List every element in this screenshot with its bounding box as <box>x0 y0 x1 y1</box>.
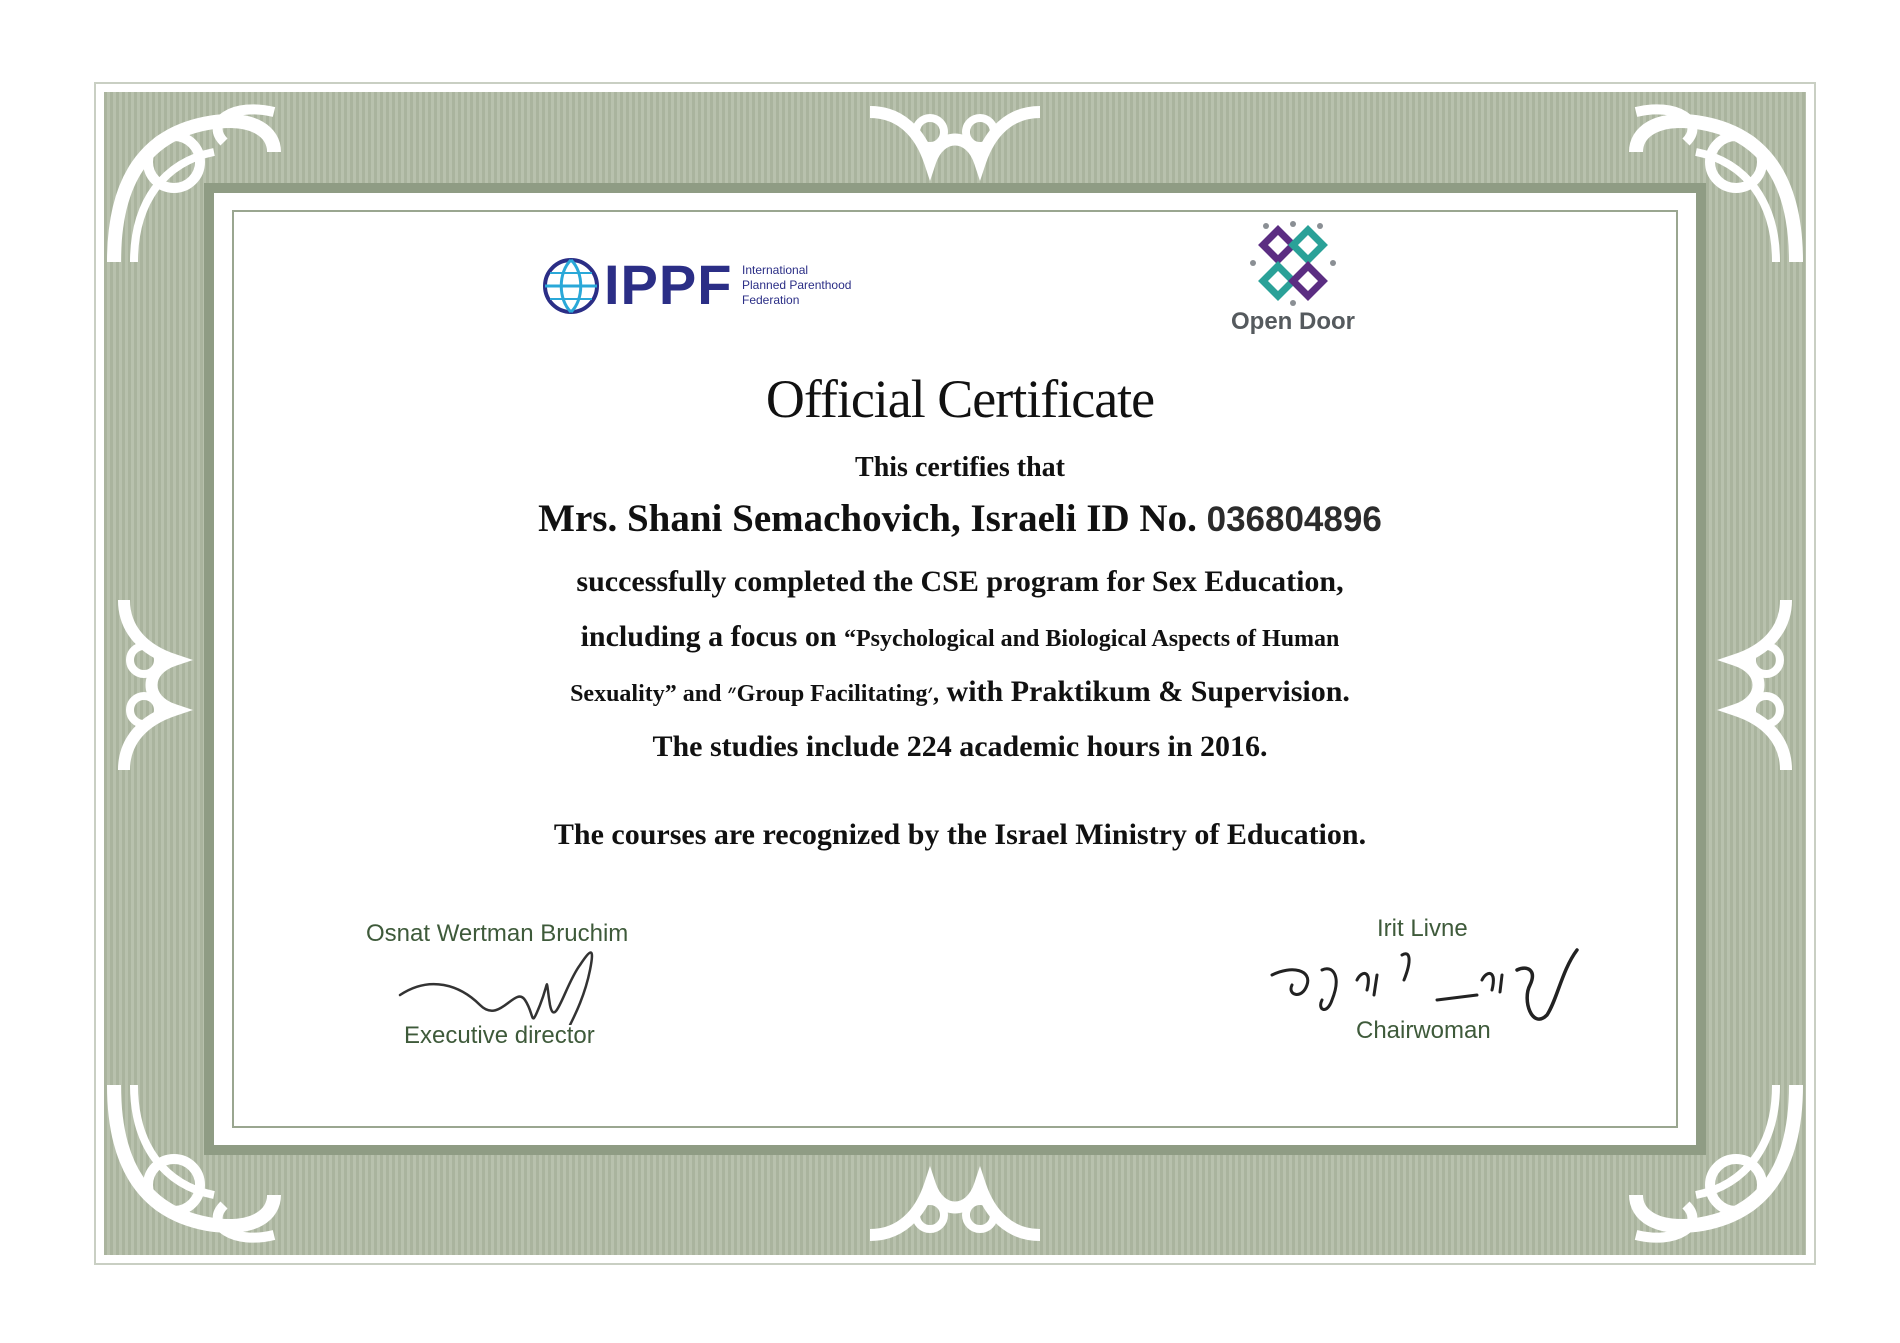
ornament-bottom-center <box>870 1165 1040 1255</box>
recipient-name: Mrs. Shani Semachovich, Israeli ID No. <box>538 497 1197 540</box>
ornament-left-center <box>104 600 194 770</box>
open-door-wordmark: Open Door <box>1231 308 1355 335</box>
open-door-logo <box>1218 220 1368 340</box>
recognition-line: The courses are recognized by the Israel Ministry of Education. <box>553 818 1367 851</box>
topics-line <box>420 672 1500 714</box>
recipient-line <box>420 494 1500 545</box>
recipient-id-number: 036804896 <box>1206 500 1382 539</box>
left-signatory-name: Osnat Wertman Bruchim <box>366 920 629 947</box>
focus-line-intro: including a focus on <box>580 620 845 653</box>
topics-line-courses: Sexuality” and ״Group Facilitating׳, <box>570 681 940 707</box>
right-signatory-name: Irit Livne <box>1377 915 1468 942</box>
ornament-right-center <box>1716 600 1806 770</box>
focus-line-topic: “Psychological and Biological Aspects of Human <box>844 626 1340 652</box>
certifies-line: This certifies that <box>855 452 1065 483</box>
ippf-subtitle-line2: Planned Parenthood <box>742 278 852 292</box>
ippf-subtitle-line1: International <box>742 263 809 277</box>
focus-line <box>420 617 1500 659</box>
left-signatory-role: Executive director <box>404 1022 595 1049</box>
hours-line: The studies include 224 academic hours in 2016. <box>652 730 1268 763</box>
certificate-title: Official Certificate <box>765 369 1155 429</box>
left-signature-mark <box>390 935 630 1025</box>
ippf-subtitle <box>742 263 862 308</box>
ippf-subtitle-line3: Federation <box>742 293 800 307</box>
right-signatory-role: Chairwoman <box>1356 1017 1491 1044</box>
ornament-top-center <box>870 92 1040 182</box>
topics-line-praktikum: with Praktikum & Supervision. <box>939 675 1350 708</box>
ippf-logo <box>542 255 852 317</box>
ippf-wordmark: IPPF <box>604 253 733 316</box>
open-door-mark-icon <box>1248 220 1338 306</box>
ippf-globe-icon <box>542 257 600 315</box>
completion-line: successfully completed the CSE program for Sex Education, <box>576 565 1344 598</box>
